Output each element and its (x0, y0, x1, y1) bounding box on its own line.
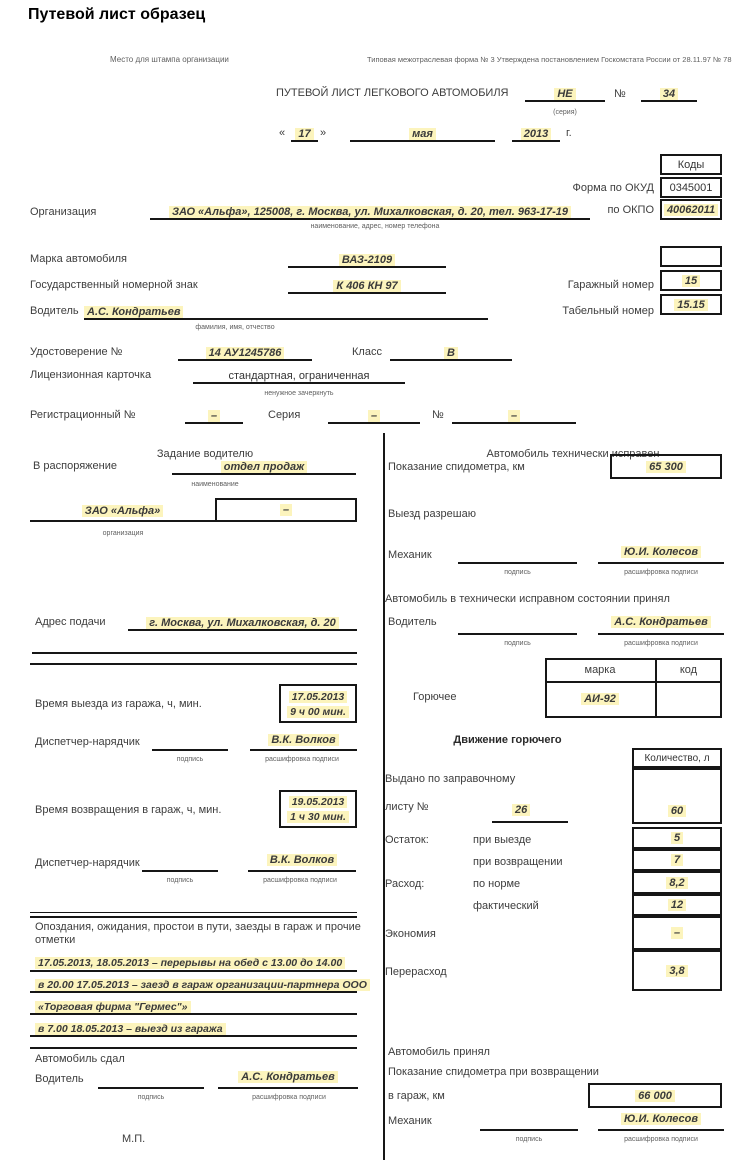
date-month-field (350, 124, 495, 142)
empty-line-2 (30, 663, 357, 665)
departure-date: 17.05.2013 (289, 691, 348, 703)
disposal-field (172, 457, 356, 475)
date-year-suffix: г. (566, 127, 572, 139)
departure-time-label: Время выезда из гаража, ч, мин. (35, 698, 202, 710)
consumption-label: Расход: (385, 878, 425, 890)
task-org-line (30, 520, 215, 522)
driver-value: А.С. Кондратьев (84, 306, 183, 318)
acceptance-sign-caption: подпись (515, 1136, 543, 1143)
fuel-brand-value-wrap (545, 693, 655, 705)
okpo-box (660, 199, 722, 220)
date-day: 17 (295, 128, 313, 140)
economy-value: – (671, 927, 683, 939)
rest-out-value: 5 (671, 832, 683, 844)
codes-header-box (660, 154, 722, 175)
garage-number-value: 15 (682, 275, 700, 287)
norm-label: по норме (473, 878, 521, 890)
handover-label: Автомобиль сдал (35, 1053, 125, 1065)
acceptance-label: Автомобиль принял (388, 1046, 490, 1058)
dispatcher-name-wrap (250, 734, 357, 746)
address-label: Адрес подачи (35, 616, 106, 628)
class-field (390, 343, 512, 361)
driver-field (84, 302, 488, 320)
okpo-value: 40062011 (664, 204, 718, 216)
address-field (128, 613, 357, 631)
license-card-field (193, 366, 405, 384)
license-card-caption: ненужное зачеркнуть (264, 390, 334, 397)
issued-label-line1: Выдано по заправочному (385, 773, 516, 785)
personnel-number-box (660, 294, 722, 315)
handover-driver-label: Водитель (35, 1073, 84, 1085)
note-3-text: «Торговая фирма "Гермес"» (35, 1001, 191, 1013)
overrun-label: Перерасход (385, 966, 447, 978)
notes-label: Опоздания, ожидания, простои в пути, заезды в гараж и прочие отметки (35, 921, 361, 946)
garage-number-label: Гаражный номер (567, 279, 654, 291)
issued-label-line2: листу № (385, 801, 429, 813)
dispatcher2-label: Диспетчер-нарядчик (35, 857, 140, 869)
odometer-value: 65 300 (646, 461, 686, 473)
rest-in-label: при возвращении (473, 856, 563, 868)
acceptance-odometer-box (588, 1083, 722, 1108)
tech-driver-sign-caption: подпись (504, 640, 531, 647)
date-quote-close: » (320, 127, 327, 139)
disposal-value: отдел продаж (221, 461, 307, 473)
task-org-value: ЗАО «Альфа» (82, 505, 163, 517)
note-2-text: в 20.00 17.05.2013 – заезд в гараж организации-партнера ООО (35, 979, 370, 991)
rest-out-label: при выезде (473, 834, 532, 846)
date-day-field (291, 124, 318, 142)
return-date: 19.05.2013 (289, 796, 348, 808)
registration-field (185, 406, 243, 424)
tech-driver-name: А.С. Кондратьев (611, 616, 710, 628)
fuel-code-header: код (679, 664, 698, 676)
notes-rule-top-2 (30, 916, 357, 918)
mechanic-sign-line (458, 562, 577, 564)
handover-driver-name-wrap (218, 1071, 358, 1083)
acceptance-name-line (598, 1129, 724, 1131)
dispatcher-name-caption: расшифровка подписи (265, 756, 339, 763)
odometer-box (610, 454, 722, 479)
series-value: НЕ (554, 88, 575, 100)
stamp-place-note: Место для штампа организации (110, 55, 229, 64)
acceptance-odometer-label-2: в гараж, км (388, 1090, 445, 1102)
tech-driver-name-wrap (598, 616, 724, 628)
date-year-field (512, 124, 560, 142)
fuel-table-hline (545, 681, 722, 683)
dispatcher2-sign-line (142, 870, 218, 872)
class-value: В (444, 347, 458, 359)
page-title: Путевой лист образец (28, 6, 206, 23)
acceptance-odometer-value: 66 000 (635, 1090, 675, 1102)
note-line-1 (35, 953, 345, 971)
dispatcher-name: В.К. Волков (268, 734, 338, 746)
technical-header: Автомобиль технически исправен (486, 448, 660, 460)
note-4-rule (30, 1035, 357, 1037)
tech-driver-name-caption: расшифровка подписи (624, 640, 698, 647)
acceptance-odometer-label-1: Показание спидометра при возвращении (388, 1066, 599, 1078)
registration-value: – (208, 410, 220, 422)
task-org-code-box (215, 498, 357, 522)
reg-series-field (328, 406, 420, 424)
rest-in-value: 7 (671, 854, 683, 866)
reg-number-sign: № (432, 409, 444, 421)
reg-number-value: – (508, 410, 520, 422)
overrun-value: 3,8 (666, 965, 687, 977)
note-4-text: в 7.00 18.05.2013 – выезд из гаража (35, 1023, 226, 1035)
plate-value: К 406 КН 97 (333, 280, 400, 292)
rest-in-box (632, 849, 722, 871)
empty-line-1 (32, 652, 357, 654)
date-year: 2013 (521, 128, 551, 140)
column-divider (383, 433, 385, 1160)
issued-qty-value: 60 (668, 805, 686, 817)
organization-field (150, 202, 590, 220)
reg-series-label: Серия (268, 409, 301, 421)
odometer-label: Показание спидометра, км (388, 461, 525, 473)
handover-name-line (218, 1087, 358, 1089)
economy-label: Экономия (385, 928, 436, 940)
organization-caption: наименование, адрес, номер телефона (310, 223, 440, 230)
mechanic-name-caption: расшифровка подписи (624, 569, 698, 576)
number-sign: № (614, 88, 626, 100)
acceptance-name-caption: расшифровка подписи (624, 1136, 698, 1143)
driver-caption: фамилия, имя, отчество (195, 324, 275, 331)
brand-field (288, 250, 446, 268)
brand-value: ВАЗ-2109 (339, 254, 395, 266)
personnel-number-value: 15.15 (674, 299, 708, 311)
address-value: г. Москва, ул. Михалковская, д. 20 (146, 617, 339, 629)
mechanic-label: Механик (388, 549, 432, 561)
task-header: Задание водителю (156, 448, 254, 460)
dispatcher2-sign-caption: подпись (166, 877, 194, 884)
tech-driver-sign-line (458, 633, 577, 635)
departure-time-values (287, 689, 349, 719)
qty-header: Количество, л (644, 752, 710, 764)
issued-qty-box (632, 768, 722, 824)
license-label: Удостоверение № (30, 346, 123, 358)
notes-rule-top-1 (30, 912, 357, 913)
return-time-label: Время возвращения в гараж, ч, мин. (35, 804, 222, 816)
okud-label: Форма по ОКУД (572, 182, 654, 194)
economy-box (632, 916, 722, 950)
okpo-label: по ОКПО (607, 204, 654, 216)
fuel-brand-header: марка (584, 664, 616, 676)
rest-out-box (632, 827, 722, 849)
fuel-brand-value: АИ-92 (581, 693, 619, 705)
series-caption: (серия) (553, 109, 577, 116)
license-card-value: стандартная, ограниченная (228, 370, 370, 382)
note-3-rule (30, 1013, 357, 1015)
form-approval-note: Типовая межотраслевая форма № 3 Утверждена постановлением Госкомстата России от 28.11.97 № 78 (367, 55, 732, 64)
organization-value: ЗАО «Альфа», 125008, г. Москва, ул. Михалковская, д. 20, тел. 963-17-19 (169, 206, 571, 218)
note-1-text: 17.05.2013, 18.05.2013 – перерывы на обед с 13.00 до 14.00 (35, 957, 345, 969)
license-value: 14 АУ1245786 (206, 347, 285, 359)
return-time-box (279, 790, 357, 828)
mechanic-name-line (598, 562, 724, 564)
disposal-label: В распоряжение (33, 460, 117, 472)
task-org-code-value: – (280, 504, 292, 516)
personnel-number-label: Табельный номер (562, 305, 654, 317)
number-value: 34 (660, 88, 678, 100)
stamp-abbr: М.П. (122, 1133, 146, 1145)
acceptance-sign-line (480, 1129, 578, 1131)
norm-value: 8,2 (666, 877, 687, 889)
norm-box (632, 871, 722, 894)
dispatcher-name-line (250, 749, 357, 751)
brand-label: Марка автомобиля (30, 253, 128, 265)
date-quote-open: « (279, 127, 286, 139)
actual-box (632, 894, 722, 916)
disposal-caption: наименование (191, 481, 239, 488)
qty-header-box (632, 748, 722, 768)
departure-time: 9 ч 00 мин. (287, 706, 349, 718)
accepted-label: Автомобиль в технически исправном состоянии принял (385, 593, 670, 605)
dispatcher-label: Диспетчер-нарядчик (35, 736, 140, 748)
note-2-rule (30, 991, 357, 993)
fuel-movement-header: Движение горючего (453, 734, 562, 746)
task-org-caption: организация (102, 530, 144, 537)
class-label: Класс (352, 346, 382, 358)
issued-sheet-line (492, 821, 568, 823)
handover-driver-name: А.С. Кондратьев (238, 1071, 337, 1083)
okud-value: 0345001 (669, 181, 713, 194)
date-month: мая (409, 128, 436, 140)
dispatcher-sign-caption: подпись (176, 756, 204, 763)
plate-label: Государственный номерной знак (30, 279, 198, 291)
acceptance-mechanic-label: Механик (388, 1115, 432, 1127)
note-1-rule (30, 970, 357, 972)
return-time-values (287, 794, 349, 824)
handover-rule (30, 1047, 357, 1049)
fuel-label: Горючее (413, 691, 457, 703)
handover-sign-caption: подпись (137, 1094, 165, 1101)
permit-label: Выезд разрешаю (388, 508, 476, 520)
actual-value: 12 (668, 899, 686, 911)
dispatcher2-name-line (248, 870, 356, 872)
driver-label: Водитель (30, 305, 79, 317)
number-field (641, 84, 697, 102)
handover-sign-line (98, 1087, 204, 1089)
okud-box (660, 177, 722, 198)
dispatcher2-name-caption: расшифровка подписи (263, 877, 337, 884)
mechanic-name-wrap (598, 546, 724, 558)
task-org-value-wrap (30, 505, 215, 517)
tech-driver-label: Водитель (388, 616, 437, 628)
doc-title: ПУТЕВОЙ ЛИСТ ЛЕГКОВОГО АВТОМОБИЛЯ (276, 87, 509, 99)
garage-number-box (660, 270, 722, 291)
tech-driver-name-line (598, 633, 724, 635)
organization-label: Организация (30, 206, 97, 218)
mechanic-name: Ю.И. Колесов (621, 546, 701, 558)
series-field (525, 84, 605, 102)
reg-number-field (452, 406, 576, 424)
license-field (178, 343, 312, 361)
return-time: 1 ч 30 мин. (287, 811, 349, 823)
license-card-label: Лицензионная карточка (30, 369, 152, 381)
handover-name-caption: расшифровка подписи (252, 1094, 326, 1101)
issued-sheet-no-wrap (512, 800, 530, 818)
dispatcher2-name-wrap (248, 854, 356, 866)
brand-code-box (660, 246, 722, 267)
rest-label: Остаток: (385, 834, 429, 846)
reg-series-value: – (368, 410, 380, 422)
acceptance-mechanic-name-wrap (598, 1113, 724, 1125)
mechanic-sign-caption: подпись (504, 569, 531, 576)
acceptance-mechanic-name: Ю.И. Колесов (621, 1113, 701, 1125)
actual-label: фактический (473, 900, 539, 912)
registration-label: Регистрационный № (30, 409, 136, 421)
dispatcher2-name: В.К. Волков (267, 854, 337, 866)
departure-time-box (279, 684, 357, 723)
dispatcher-sign-line (152, 749, 228, 751)
plate-field (288, 276, 446, 294)
issued-sheet-no: 26 (512, 804, 530, 816)
codes-header: Коды (677, 158, 705, 171)
overrun-box (632, 950, 722, 991)
